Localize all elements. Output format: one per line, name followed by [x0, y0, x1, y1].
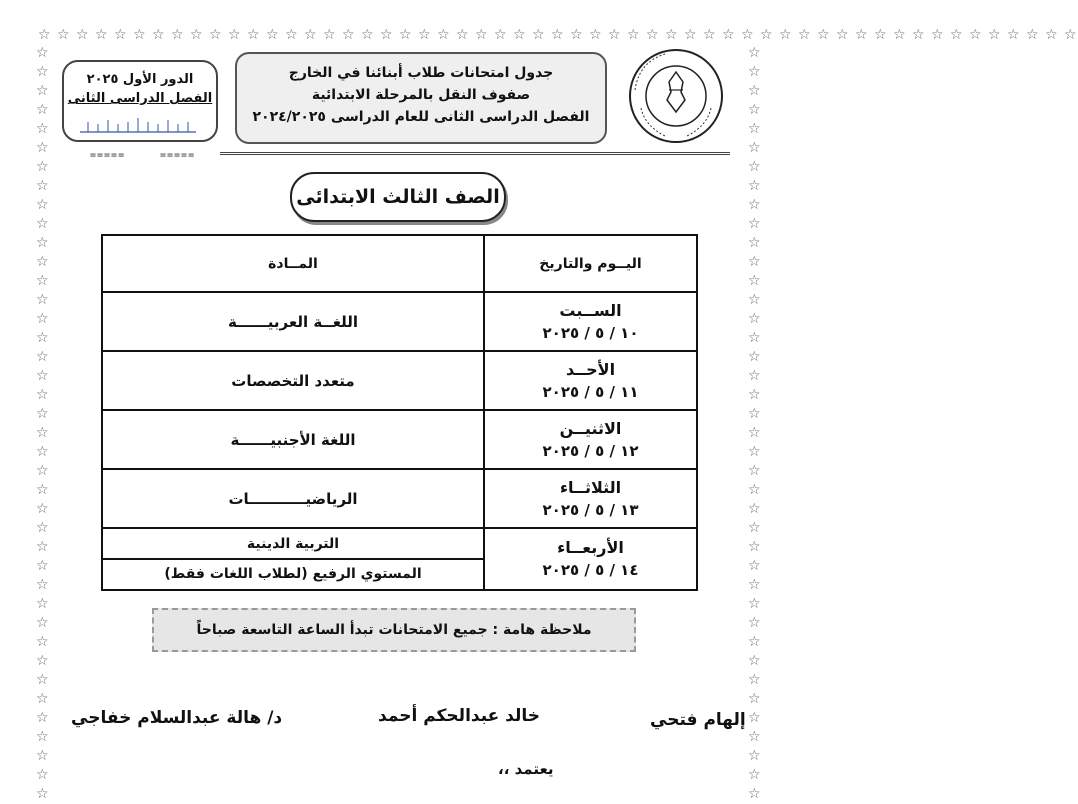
day-date-cell	[484, 410, 697, 469]
header-title: جدول امتحانات طلاب أبنائنا في الخارج	[288, 65, 554, 81]
round-info-box	[62, 60, 218, 142]
table-row	[102, 469, 697, 528]
subject-cell	[102, 528, 484, 590]
approval-label: يعتمد ،،	[498, 760, 554, 778]
star-border-top: ☆ ☆ ☆ ☆ ☆ ☆ ☆ ☆ ☆ ☆ ☆ ☆ ☆ ☆ ☆ ☆ ☆ ☆ ☆ ☆ ☆ ☆ ☆ ☆ ☆ ☆ ☆ ☆ ☆ ☆ ☆ ☆ ☆ ☆ ☆ ☆ ☆ ☆ ☆ ☆ ☆ ☆ ☆ ☆ ☆ ☆ ☆ ☆ ☆ ☆ ☆ ☆ ☆ ☆ ☆	[38, 27, 1078, 43]
signature-middle: خالد عبدالحكم أحمد	[378, 706, 541, 726]
day-name: الأحــد	[565, 359, 616, 379]
day-date-cell	[484, 469, 697, 528]
dash-separator-1: =====	[90, 150, 126, 161]
day-name: الأربعــاء	[557, 538, 624, 558]
day-date-cell	[484, 292, 697, 351]
signature-left: د/ هالة عبدالسلام خفاجي	[71, 708, 283, 728]
exam-date: ١٣ / ٥ / ٢٠٢٥	[542, 500, 639, 519]
exam-date: ١٢ / ٥ / ٢٠٢٥	[542, 441, 639, 460]
table-row	[102, 410, 697, 469]
table-row	[102, 528, 697, 590]
subject-cell: الرياضيـــــــــــات	[102, 469, 484, 528]
day-date-cell	[484, 528, 697, 590]
column-header-subject: المــادة	[102, 235, 484, 292]
grade-title: الصف الثالث الابتدائى	[290, 172, 506, 222]
header-subtitle: صفوف النقل بالمرحلة الابتدائية	[311, 87, 531, 103]
column-header-day-date: اليــوم والتاريخ	[484, 235, 697, 292]
exam-date: ١١ / ٥ / ٢٠٢٥	[542, 382, 639, 401]
star-border-left: ☆☆☆☆☆☆☆☆☆☆☆☆☆☆☆☆☆☆☆☆☆☆☆☆☆☆☆☆☆☆☆☆☆☆☆☆☆☆☆☆	[36, 45, 49, 802]
round-label: الدور الأول ٢٠٢٥	[86, 72, 194, 87]
stamp-ticks-icon	[78, 110, 198, 136]
double-rule	[220, 152, 730, 155]
day-name: الاثنيــن	[559, 418, 622, 438]
exam-date: ١٠ / ٥ / ٢٠٢٥	[542, 323, 639, 342]
important-note: ملاحظة هامة : جميع الامتحانات تبدأ الساعة التاسعة صباحاً	[152, 608, 636, 652]
subject-cell: اللغــة العربيــــــة	[102, 292, 484, 351]
exam-header-box	[235, 52, 607, 144]
table-header-row	[102, 235, 697, 292]
subject-cell: متعدد التخصصات	[102, 351, 484, 410]
day-name: الســبت	[559, 300, 622, 320]
subject-religion: التربية الدينية	[246, 536, 340, 553]
exam-schedule-table	[101, 234, 698, 591]
subject-cell: اللغة الأجنبيــــــة	[102, 410, 484, 469]
ministry-logo-seal	[625, 46, 727, 146]
day-name: الثلاثــاء	[559, 477, 622, 497]
signature-right: إلهام فتحي	[650, 710, 746, 730]
dash-separator-2: =====	[160, 150, 196, 161]
exam-date: ١٤ / ٥ / ٢٠٢٥	[542, 561, 639, 580]
header-term: الفصل الدراسى الثانى للعام الدراسى ٢٠٢٤/٢٠٢٥	[252, 109, 590, 125]
table-row	[102, 351, 697, 410]
term-label: الفصل الدراسى الثانى	[67, 91, 213, 106]
subject-advanced-level: المستوي الرفيع (لطلاب اللغات فقط)	[103, 558, 483, 582]
star-border-right: ☆☆☆☆☆☆☆☆☆☆☆☆☆☆☆☆☆☆☆☆☆☆☆☆☆☆☆☆☆☆☆☆☆☆☆☆☆☆☆☆	[748, 45, 761, 802]
day-date-cell	[484, 351, 697, 410]
table-row	[102, 292, 697, 351]
